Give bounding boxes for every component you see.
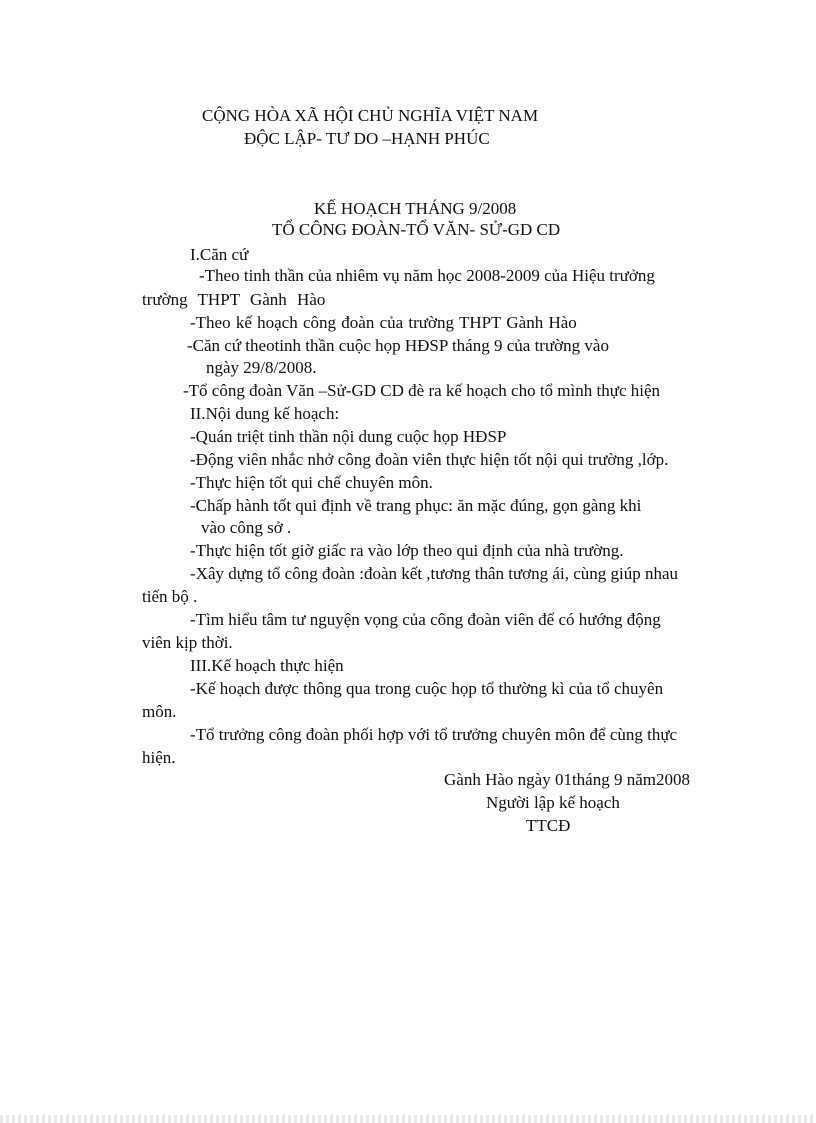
content-item-6-line-1: -Xây dựng tổ công đoàn :đoàn kết ,tương thân tương ái, cùng giúp nhau — [190, 564, 679, 583]
content-item-3: -Thực hiện tốt qui chế chuyên môn. — [190, 473, 433, 492]
motto-header: ĐỘC LẬP- TƯ DO –HẠNH PHÚC — [244, 129, 490, 148]
content-item-5: -Thực hiện tốt giờ giấc ra vào lớp theo qui định của nhà trường. — [190, 541, 624, 560]
section-heading-basis: I.Căn cứ — [190, 245, 249, 264]
section-heading-content: II.Nội dung kế hoạch: — [190, 404, 340, 423]
country-header: CỘNG HÒA XÃ HỘI CHỦ NGHĨA VIỆT NAM — [202, 106, 539, 125]
basis-item-2: -Theo kế hoạch công đoàn của trường THPT Gành Hào — [190, 313, 577, 332]
content-item-4-line-1: -Chấp hành tốt qui định về trang phục: ăn mặc đúng, gọn gàng khi — [190, 496, 642, 515]
implementation-item-1-line-2: môn. — [142, 702, 177, 721]
basis-item-3-line-1: -Căn cứ theotinh thần cuộc họp HĐSP tháng 9 của trường vào — [187, 336, 609, 355]
plan-subtitle: TỔ CÔNG ĐOÀN-TỔ VĂN- SỬ-GD CD — [272, 220, 561, 239]
plan-title: KẾ HOẠCH THÁNG 9/2008 — [314, 199, 517, 218]
signature-role: Người lập kế hoạch — [486, 793, 620, 812]
implementation-item-2-line-1: -Tổ trưởng công đoàn phối hợp với tổ trưởng chuyên môn để cùng thực — [190, 725, 678, 744]
basis-item-3-line-2: ngày 29/8/2008. — [206, 358, 317, 377]
page-bottom-edge — [0, 1115, 816, 1123]
content-item-4-line-2: vào công sở . — [201, 518, 292, 537]
content-item-1: -Quán triệt tinh thần nội dung cuộc họp HĐSP — [190, 427, 507, 446]
basis-item-1-line-1: -Theo tinh thần của nhiêm vụ năm học 2008-2009 của Hiệu trưởng — [199, 266, 655, 285]
content-item-2: -Động viên nhắc nhở công đoàn viên thực hiện tốt nội qui trường ,lớp. — [190, 450, 669, 469]
section-heading-implementation: III.Kế hoạch thực hiện — [190, 656, 344, 675]
content-item-7-line-2: viên kịp thời. — [142, 633, 233, 652]
content-item-6-line-2: tiến bộ . — [142, 587, 198, 606]
implementation-item-1-line-1: -Kế hoạch được thông qua trong cuộc họp tổ thường kì của tổ chuyên — [190, 679, 664, 698]
implementation-item-2-line-2: hiện. — [142, 748, 176, 767]
basis-item-1-line-2: trường THPT Gành Hào — [142, 290, 326, 309]
content-item-7-line-1: -Tìm hiểu tâm tư nguyện vọng của công đoàn viên để có hướng động — [190, 610, 661, 629]
signature-place-date: Gành Hào ngày 01tháng 9 năm2008 — [444, 770, 690, 789]
signature-name: TTCĐ — [526, 816, 571, 835]
basis-item-4: -Tổ công đoàn Văn –Sử-GD CD đè ra kế hoạch cho tổ mình thực hiện — [183, 381, 661, 400]
